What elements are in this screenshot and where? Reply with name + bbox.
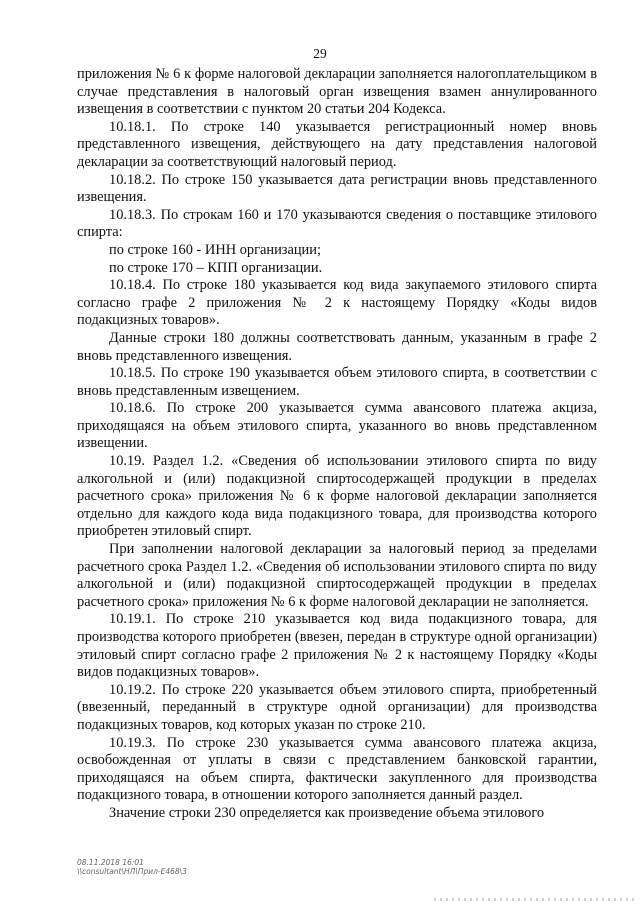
- paragraph-10-19-3: 10.19.3. По строке 230 указывается сумма авансового платежа акциза, освобожденная от уплаты в связи с представлением банковской гарантии, приходящаяся на объем спирта, фактически закупленного для производства подакцизного товара, в отношении которого заполняется данный раздел.: [77, 734, 597, 804]
- print-timestamp: 08.11.2018 16:01: [77, 858, 144, 867]
- document-body: [77, 66, 597, 823]
- paragraph-10-18-2: 10.18.2. По строке 150 указывается дата регистрации вновь представленного извещения.: [77, 171, 597, 206]
- paragraph-10-19: 10.19. Раздел 1.2. «Сведения об использовании этилового спирта по виду алкогольной и (или) подакцизной спиртосодержащей продукции в пределах расчетного срока» приложения № 6 к форме налоговой декларации заполняется отдельно для каждого кода вида подакцизного товара, для производства которого приобретен этиловый спирт.: [77, 453, 597, 540]
- scan-edge-mark: [434, 898, 634, 901]
- print-footer: [77, 858, 187, 876]
- paragraph-line-230-value: Значение строки 230 определяется как произведение объема этилового: [109, 804, 545, 821]
- paragraph-out-of-period: При заполнении налоговой декларации за налоговый период за пределами расчетного срока Раздел 1.2. «Сведения об использовании этилового спирта по виду алкогольной и (или) подакцизной спиртосодержащей продукции в пределах расчетного срока» приложения № 6 к форме налоговой декларации не заполняется.: [77, 541, 597, 610]
- paragraph-line-180-note: Данные строки 180 должны соответствовать данным, указанным в графе 2 вновь представленного извещения.: [77, 329, 597, 364]
- page-number: 29: [313, 46, 327, 61]
- paragraph-continuation: приложения № 6 к форме налоговой декларации заполняется налогоплательщиком в случае представления в налоговый орган извещения взамен аннулированного извещения в соответствии с пунктом 20 статьи 204 Кодекса.: [77, 66, 597, 118]
- paragraph-10-19-2: 10.19.2. По строке 220 указывается объем этилового спирта, приобретенный (ввезенный, переданный в структуре одной организации) для производства подакцизных товаров, код которых указан по строке 210.: [77, 681, 597, 733]
- paragraph-10-18-5: 10.18.5. По строке 190 указывается объем этилового спирта, в соответствии с вновь представленным извещением.: [77, 365, 597, 399]
- list-item-line-160: по строке 160 - ИНН организации;: [109, 241, 321, 258]
- paragraph-10-19-1: 10.19.1. По строке 210 указывается код вида подакцизного товара, для производства которого приобретен (ввезен, передан в структуре одной организации) этиловый спирт согласно графе 2 приложения № 2 к настоящему Порядку «Коды видов подакцизных товаров».: [77, 611, 597, 681]
- paragraph-10-18-3: 10.18.3. По строкам 160 и 170 указываются сведения о поставщике этилового спирта:: [77, 206, 597, 241]
- file-path: \\consultant\НЛ\Прил-Е468\3: [77, 867, 187, 876]
- paragraph-10-18-1: 10.18.1. По строке 140 указывается регистрационный номер вновь представленного извещения, действующего на дату представления налоговой декларации за соответствующий налоговый период.: [77, 118, 597, 170]
- list-item-line-170: по строке 170 – КПП организации.: [109, 259, 323, 276]
- paragraph-10-18-6: 10.18.6. По строке 200 указывается сумма авансового платежа акциза, приходящаяся на объем этилового спирта, указанного во вновь представленном извещении.: [77, 400, 597, 452]
- paragraph-10-18-4: 10.18.4. По строке 180 указывается код вида закупаемого этилового спирта согласно графе 2 приложения № 2 к настоящему Порядку «Коды видов подакцизных товаров».: [77, 277, 597, 329]
